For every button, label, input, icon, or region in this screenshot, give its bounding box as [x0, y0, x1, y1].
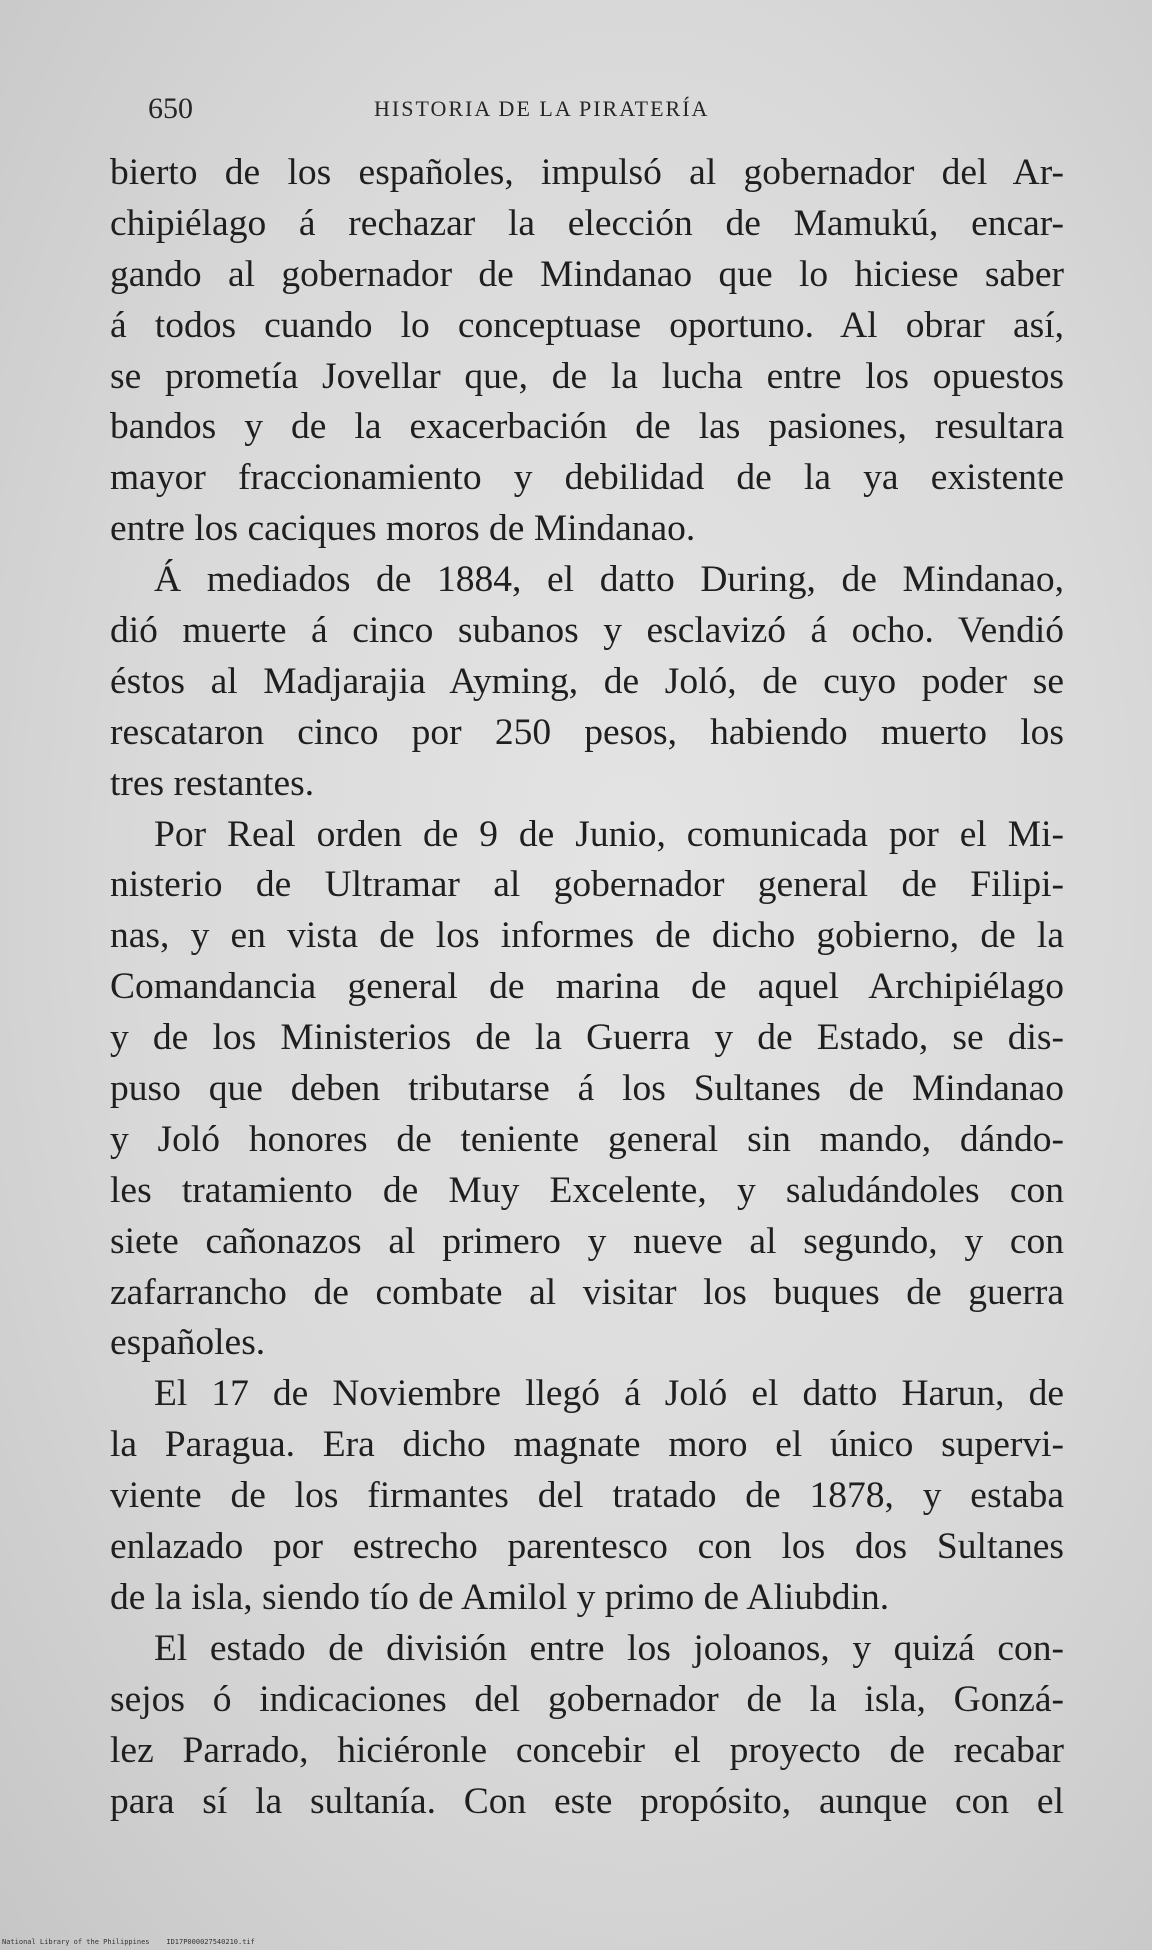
text-line: y de los Ministerios de la Guerra y de Estado, se dis- — [110, 1017, 1064, 1059]
text-line: la Paragua. Era dicho magnate moro el único supervi- — [110, 1424, 1064, 1466]
text-line: se prometía Jovellar que, de la lucha entre los opuestos — [110, 355, 1064, 397]
text-line: nas, y en vista de los informes de dicho gobierno, de la — [110, 915, 1064, 957]
page-header — [148, 92, 1048, 125]
text-line: para sí la sultanía. Con este propósito, aunque con el — [110, 1780, 1064, 1822]
text-line: El estado de división entre los joloanos, y quizá con- — [154, 1627, 1064, 1669]
text-line: de la isla, siendo tío de Amilol y primo de Aliubdin. — [110, 1576, 890, 1618]
text-line: puso que deben tributarse á los Sultanes de Mindanao — [110, 1068, 1064, 1110]
text-line: El 17 de Noviembre llegó á Joló el datto Harun, de — [154, 1373, 1064, 1415]
text-line: tres restantes. — [110, 762, 315, 804]
text-line: Por Real orden de 9 de Junio, comunicada por el Mi- — [154, 813, 1064, 855]
text-line: nisterio de Ultramar al gobernador general de Filipi- — [110, 864, 1064, 906]
text-line: y Joló honores de teniente general sin mando, dándo- — [110, 1118, 1064, 1160]
text-line: siete cañonazos al primero y nueve al segundo, y con — [110, 1220, 1064, 1262]
text-line: viente de los firmantes del tratado de 1878, y estaba — [110, 1475, 1064, 1517]
text-line: Comandancia general de marina de aquel Archipiélago — [110, 966, 1064, 1008]
text-line: Á mediados de 1884, el datto During, de Mindanao, — [154, 559, 1064, 601]
text-line: sejos ó indicaciones del gobernador de la isla, Gonzá- — [110, 1678, 1064, 1720]
text-line: zafarrancho de combate al visitar los buques de guerra — [110, 1271, 1064, 1313]
text-line: españoles. — [110, 1322, 266, 1364]
text-line: rescataron cinco por 250 pesos, habiendo muerto los — [110, 711, 1064, 753]
text-line: les tratamiento de Muy Excelente, y saludándoles con — [110, 1169, 1064, 1211]
running-title: HISTORIA DE LA PIRATERÍA — [374, 96, 710, 121]
text-line: bandos y de la exacerbación de las pasiones, resultara — [110, 406, 1064, 448]
text-line: entre los caciques moros de Mindanao. — [110, 508, 696, 550]
text-line: bierto de los españoles, impulsó al gobernador del Ar- — [110, 152, 1064, 193]
body-text — [110, 148, 1064, 1827]
text-line: mayor fraccionamiento y debilidad de la ya existente — [110, 457, 1064, 499]
text-line: gando al gobernador de Mindanao que lo hiciese saber — [110, 253, 1064, 295]
text-line: enlazado por estrecho parentesco con los dos Sultanes — [110, 1526, 1064, 1568]
text-line: á todos cuando lo conceptuase oportuno. Al obrar así, — [110, 304, 1064, 346]
page-number: 650 — [148, 92, 193, 125]
scan-footer: National Library of the Philippines ID17P000027540210.tif — [2, 1938, 255, 1946]
text-line: chipiélago á rechazar la elección de Mamukú, encar- — [110, 202, 1064, 244]
text-line: dió muerte á cinco subanos y esclavizó á ocho. Vendió — [110, 610, 1064, 652]
text-line: lez Parrado, hiciéronle concebir el proyecto de recabar — [110, 1729, 1064, 1771]
text-line: éstos al Madjarajia Ayming, de Joló, de cuyo poder se — [110, 660, 1064, 702]
